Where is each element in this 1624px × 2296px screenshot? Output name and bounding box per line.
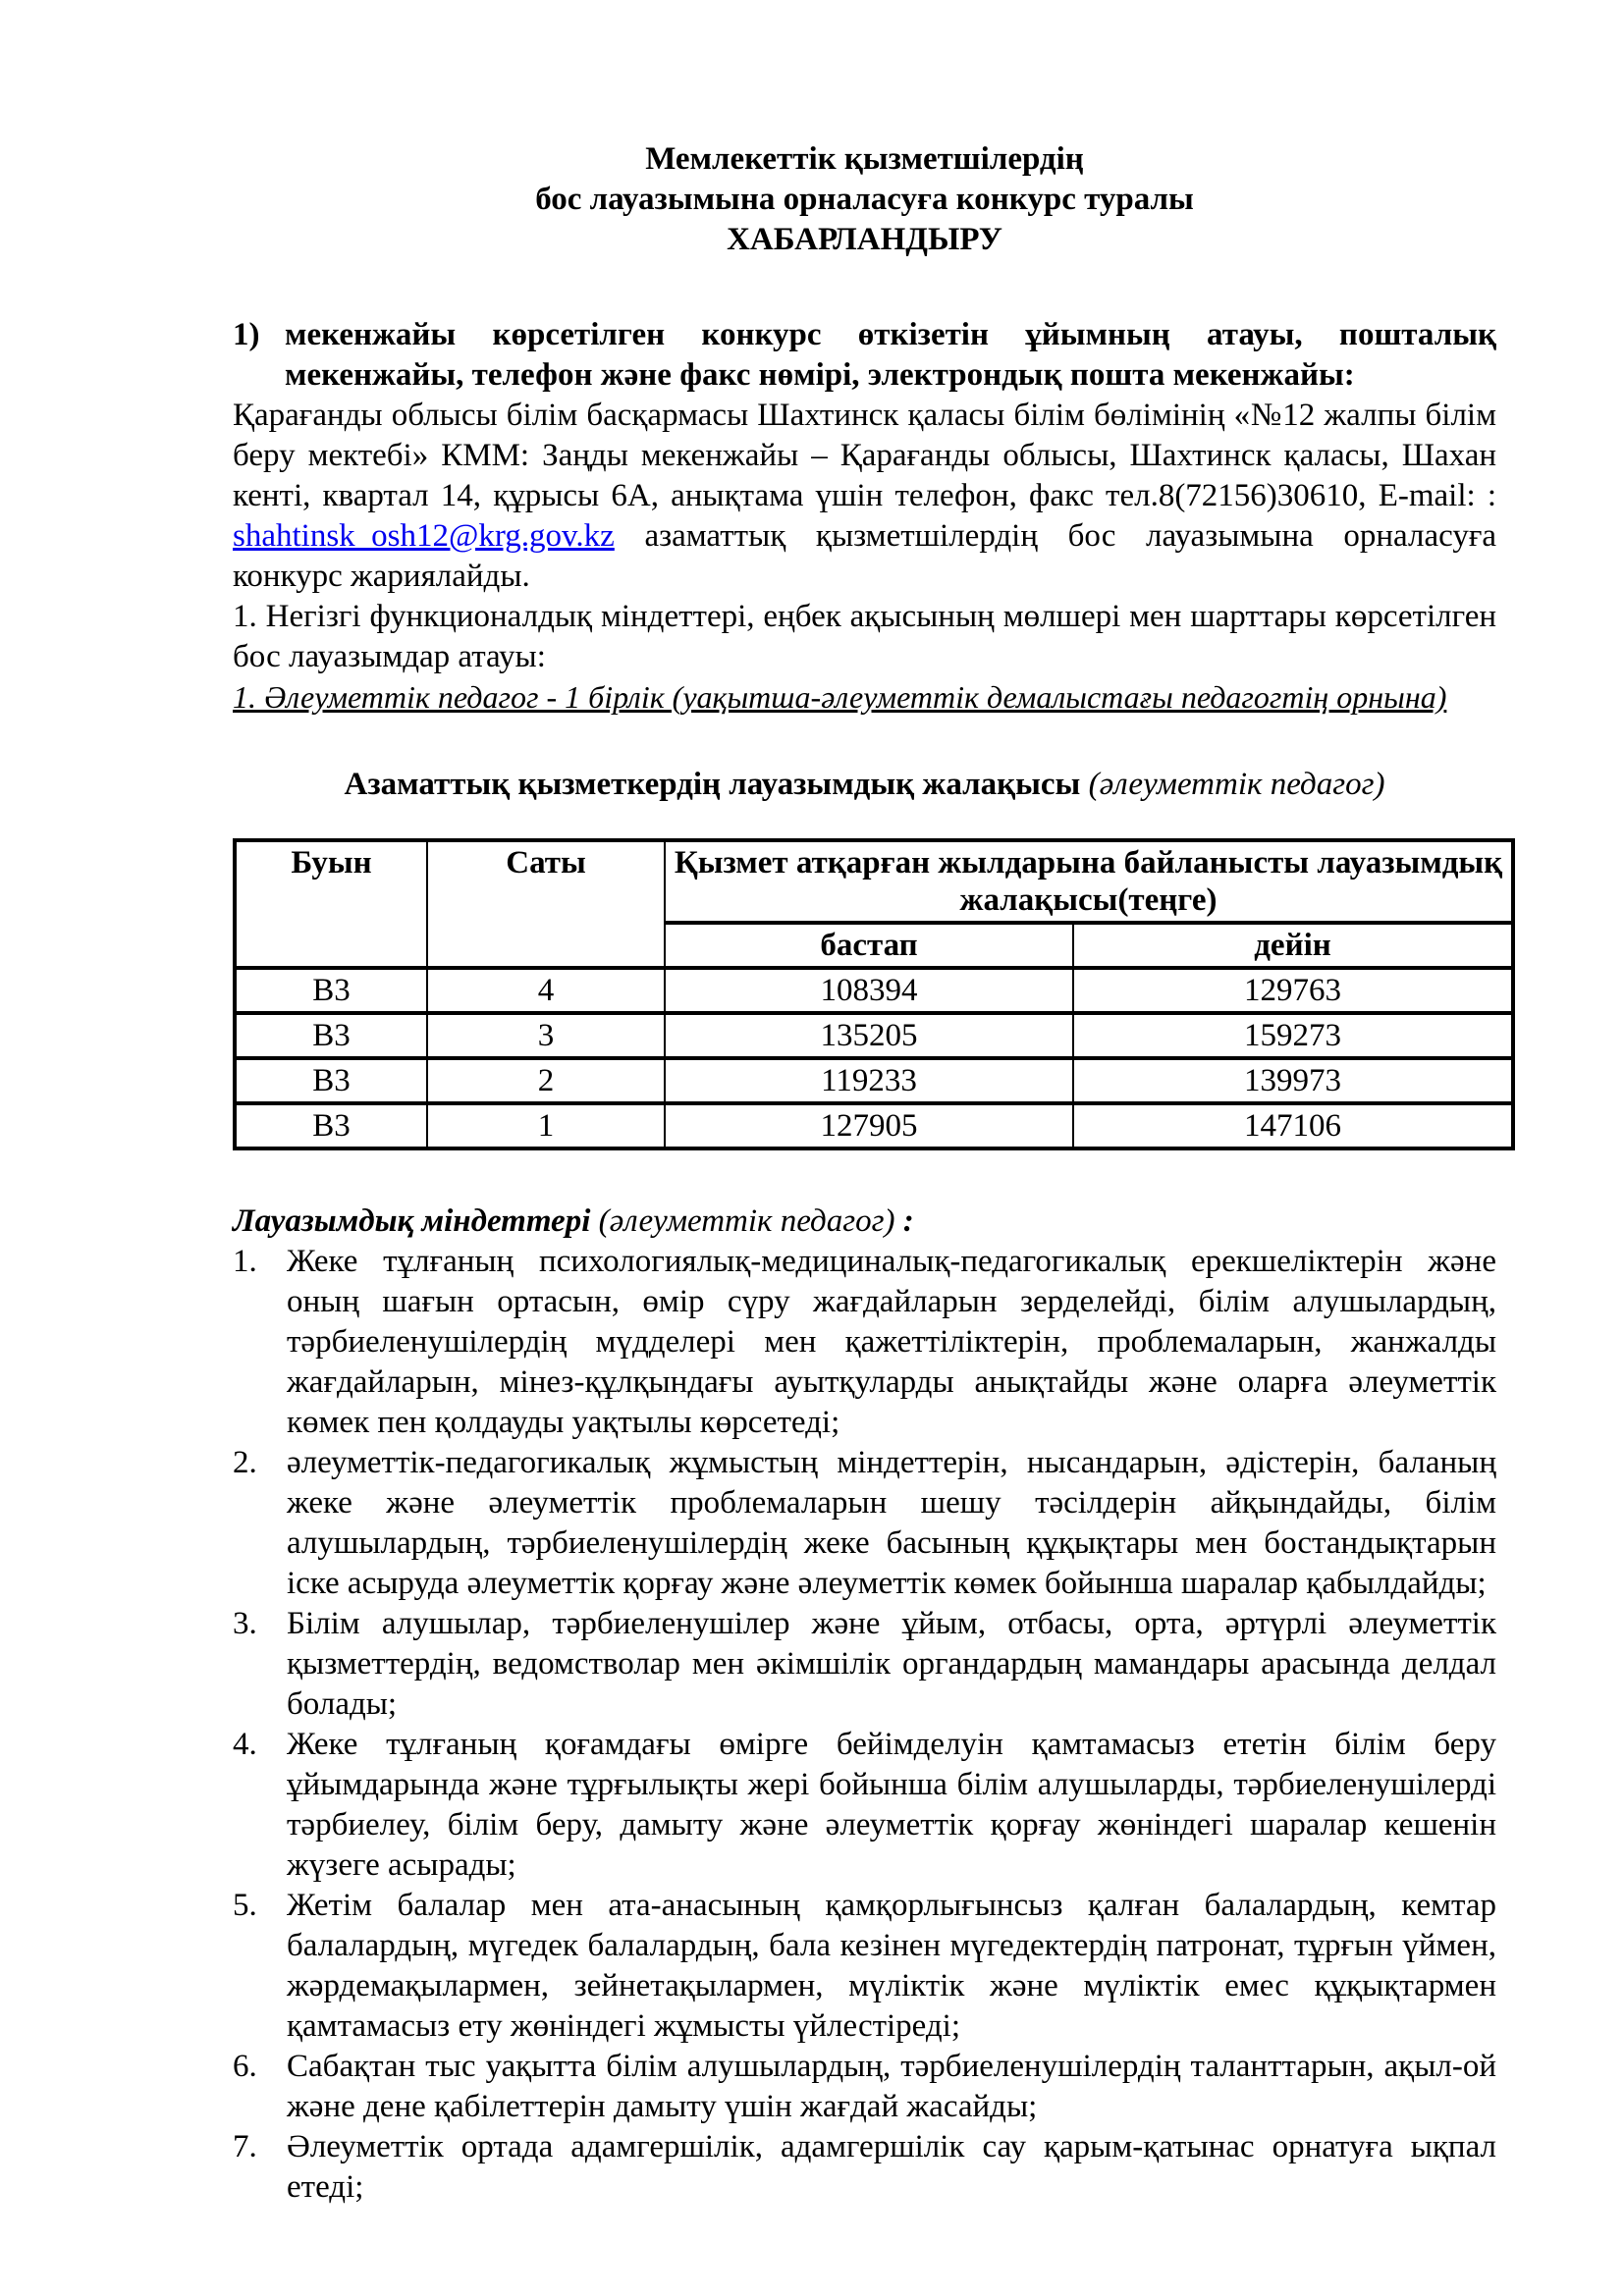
organization-text-after-email: азаматтық қызметшілердің бос лауазымына орналасуға конкурс жариялайды. — [233, 518, 1496, 594]
vacancy-position-line: 1. Әлеуметтік педагог - 1 бірлік (уақытша-әлеуметтік демалыстағы педагогтің орнына) — [233, 679, 1447, 715]
duty-item-7 — [233, 2127, 1496, 2208]
header-cell-to: дейін — [1073, 923, 1513, 968]
cell-step: 4 — [427, 968, 665, 1013]
intro-paragraph-marker: 1) — [233, 317, 260, 352]
organization-text-before-email: Қарағанды облысы білім басқармасы Шахтинск қаласы білім бөлімінің «№12 жалпы білім беру мектебі» КММ: Заңды мекенжайы – Қарағанды облысы, Шахтинск қаласы, Шахан кенті, квартал 14, құрысы 6А, анықтама үшін телефон, факс тел.8(72156)30610, E-mail: : — [233, 398, 1496, 513]
salary-heading-bold: Азаматтық қызметкердің лауазымдық жалақысы — [344, 767, 1089, 802]
cell-step: 1 — [427, 1103, 665, 1148]
cell-group: В3 — [235, 968, 427, 1013]
duty-item-4 — [233, 1725, 1496, 1886]
header-cell-step: Саты — [427, 840, 665, 968]
duty-item-number: 1. — [233, 1244, 257, 1279]
duties-heading-colon: : — [894, 1203, 914, 1239]
duty-item-number: 2. — [233, 1445, 257, 1480]
duty-item-text: әлеуметтік-педагогикалық жұмыстың міндеттерін, нысандарын, әдістерін, баланың жеке және әлеуметтік проблемаларын шешу тәсілдерін айқындайды, білім алушылардың, тәрбиеленушілердің жеке басының құқықтары мен бостандықтарын іске асыруда әлеуметтік қорғау және әлеуметтік көмек бойынша шаралар қабылдайды; — [287, 1445, 1496, 1601]
email-link[interactable]: shahtinsk_osh12@krg.gov.kz — [233, 518, 615, 554]
duty-item-text: Жеке тұлғаның психологиялық-медициналық-педагогикалық ерекшеліктерін және оның шағын ортасын, өмір сүру жағдайларын зерделейді, білім алушылардың, тәрбиеленушілердің мүдделері мен қажеттіліктерін, проблемаларын, жанжалды жағдайларын, мінез-құлқындағы ауытқуларды анықтайды және оларға әлеуметтік көмек пен қолдауды уақтылы көрсетеді; — [287, 1244, 1496, 1440]
intro-bold-text: мекенжайы көрсетілген конкурс өткізетін ұйымның атауы, пошталық мекенжайы, телефон және факс нөмірі, электрондық пошта мекенжайы: — [285, 317, 1496, 393]
intro-bold-paragraph — [233, 315, 1496, 396]
salary-table-row — [235, 1058, 1513, 1103]
cell-to: 147106 — [1073, 1103, 1513, 1148]
duty-item-6 — [233, 2047, 1496, 2127]
salary-table-row — [235, 1013, 1513, 1058]
duties-heading — [233, 1201, 1496, 1242]
salary-table-row — [235, 968, 1513, 1013]
header-cell-group: Буын — [235, 840, 427, 968]
cell-group: В3 — [235, 1058, 427, 1103]
cell-to: 139973 — [1073, 1058, 1513, 1103]
title-line-3: ХАБАРЛАНДЫРУ — [727, 222, 1002, 257]
duty-item-number: 4. — [233, 1727, 257, 1762]
duty-item-number: 7. — [233, 2129, 257, 2164]
duty-item-2 — [233, 1443, 1496, 1604]
cell-to: 129763 — [1073, 968, 1513, 1013]
duty-item-1 — [233, 1242, 1496, 1443]
salary-table — [233, 838, 1515, 1150]
duty-item-number: 3. — [233, 1606, 257, 1641]
duty-item-3 — [233, 1604, 1496, 1725]
title-line-1: Мемлекеттік қызметшілердің — [645, 141, 1084, 177]
cell-step: 3 — [427, 1013, 665, 1058]
salary-heading-italic: (әлеуметтік педагог) — [1088, 767, 1385, 802]
salary-heading — [233, 765, 1496, 805]
duty-item-text: Жеке тұлғаның қоғамдағы өмірге бейімделуін қамтамасыз ететін білім беру ұйымдарында және тұрғылықты жері бойынша білім алушыларды, тәрбиеленушілерді тәрбиелеу, білім беру, дамыту және әлеуметтік қорғау жөніндегі шаралар кешенін жүзеге асырады; — [287, 1727, 1496, 1883]
header-cell-salary: Қызмет атқарған жылдарына байланысты лауазымдық жалақысы(теңге) — [665, 840, 1513, 923]
document-title — [233, 139, 1496, 260]
duty-item-number: 5. — [233, 1888, 257, 1923]
cell-group: В3 — [235, 1013, 427, 1058]
salary-table-header-row-1 — [235, 840, 1513, 923]
functional-duties-line: 1. Негізгі функционалдық міндеттері, еңбек ақысының мөлшері мен шарттары көрсетілген бос лауазымдар атауы: — [233, 599, 1496, 674]
cell-to: 159273 — [1073, 1013, 1513, 1058]
title-line-2: бос лауазымына орналасуға конкурс туралы — [535, 182, 1194, 217]
duties-heading-italic: (әлеуметтік педагог) — [598, 1203, 895, 1239]
cell-group: В3 — [235, 1103, 427, 1148]
cell-from: 135205 — [665, 1013, 1073, 1058]
duties-heading-bold: Лауазымдық міндеттері — [233, 1203, 599, 1239]
cell-from: 108394 — [665, 968, 1073, 1013]
duty-item-5 — [233, 1886, 1496, 2047]
duty-item-number: 6. — [233, 2049, 257, 2084]
organization-paragraph — [233, 396, 1496, 597]
duty-item-text: Білім алушылар, тәрбиеленушілер және ұйым, отбасы, орта, әртүрлі әлеуметтік қызметтердің, ведомстволар мен әкімшілік органдардың мамандары арасында делдал болады; — [287, 1606, 1496, 1722]
header-cell-from: бастап — [665, 923, 1073, 968]
duty-item-text: Сабақтан тыс уақытта білім алушылардың, тәрбиеленушілердің таланттарын, ақыл-ой және дене қабілеттерін дамыту үшін жағдай жасайды; — [287, 2049, 1496, 2124]
cell-from: 127905 — [665, 1103, 1073, 1148]
cell-step: 2 — [427, 1058, 665, 1103]
duty-item-text: Әлеуметтік ортада адамгершілік, адамгершілік сау қарым-қатынас орнатуға ықпал етеді; — [287, 2129, 1496, 2205]
cell-from: 119233 — [665, 1058, 1073, 1103]
duty-item-text: Жетім балалар мен ата-анасының қамқорлығынсыз қалған балалардың, кемтар балалардың, мүгедек балалардың, бала кезінен мүгедектердің патронат, тұрғын үймен, жәрдемақылармен, зейнетақылармен, мүліктік және мүліктік емес құқықтармен қамтамасыз ету жөніндегі жұмысты үйлестіреді; — [287, 1888, 1496, 2044]
salary-table-row — [235, 1103, 1513, 1148]
